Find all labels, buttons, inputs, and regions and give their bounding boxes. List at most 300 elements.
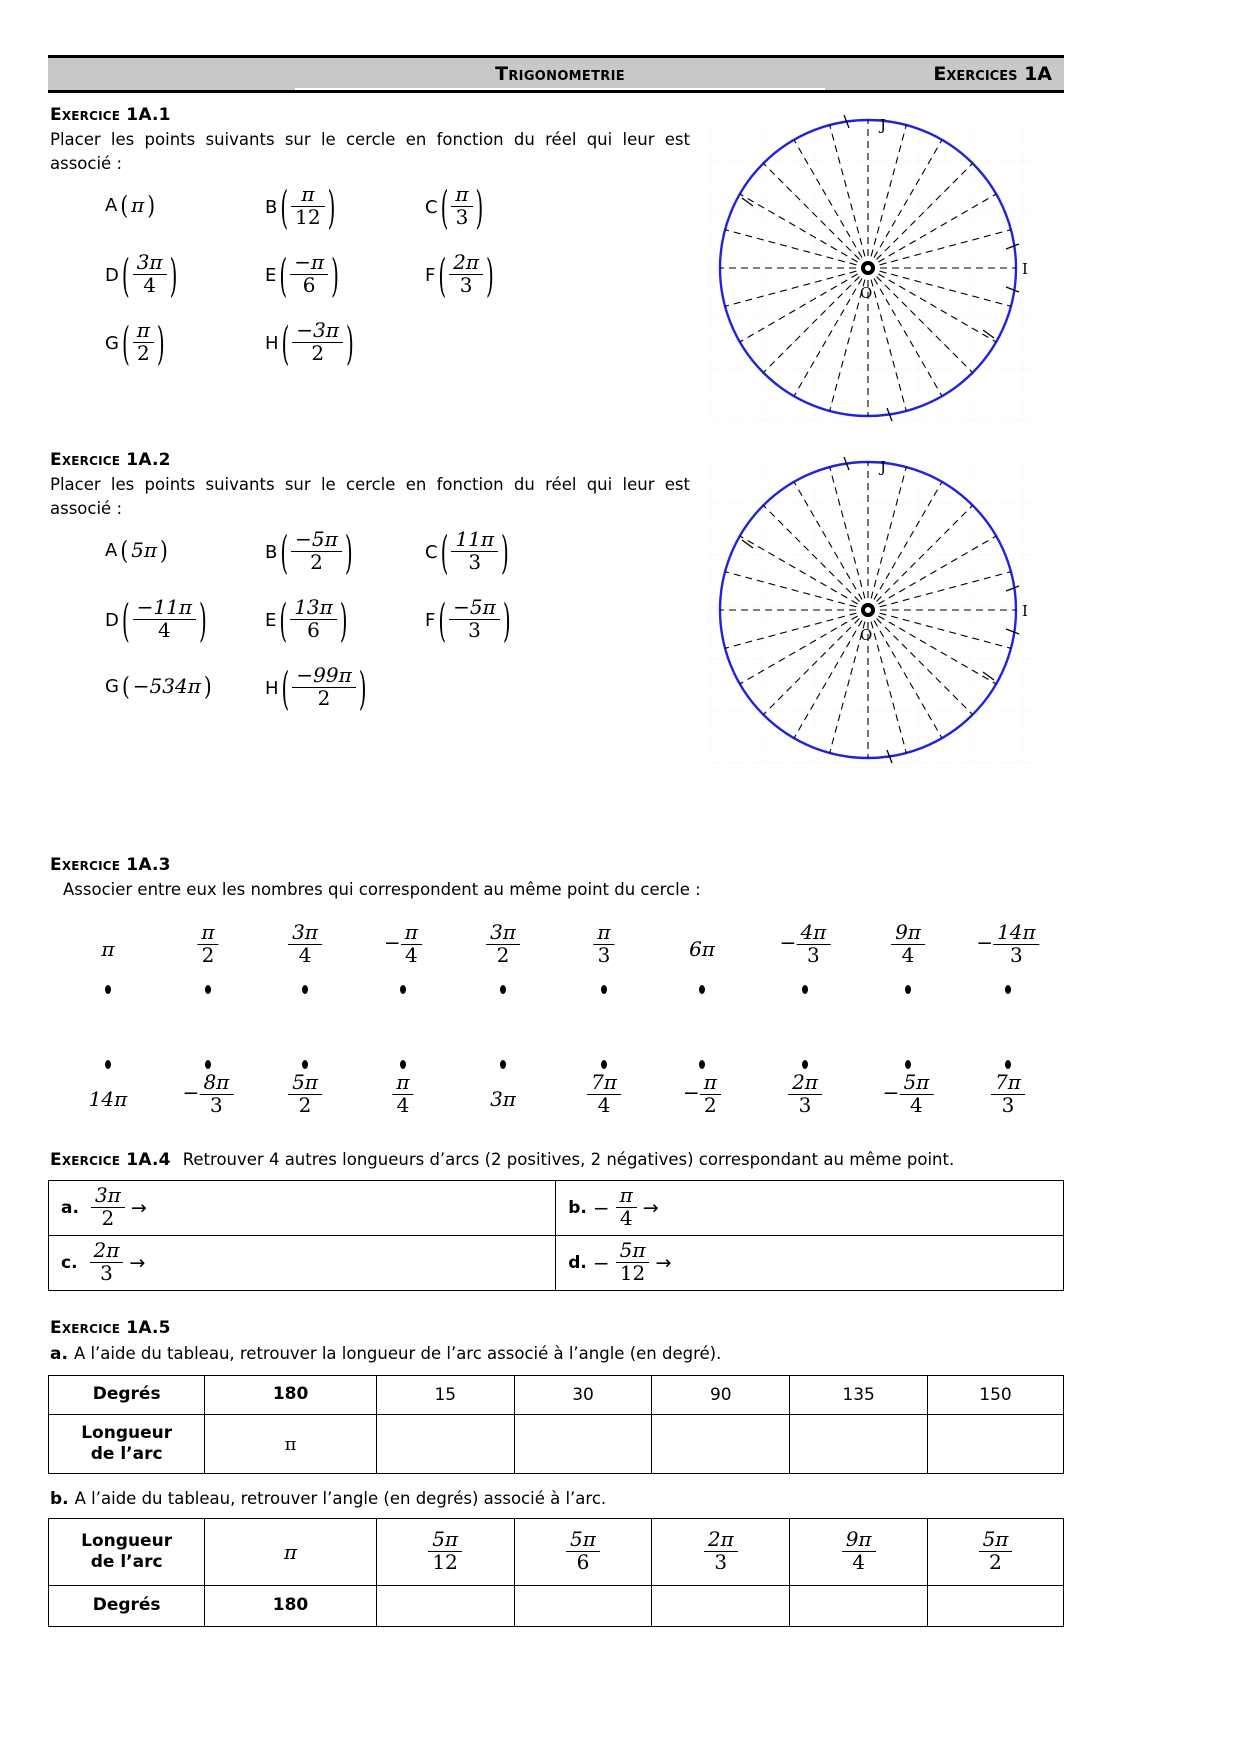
paren-close: ) — [339, 593, 348, 648]
exercise-1a4-table — [48, 1180, 1064, 1291]
denominator: 2 — [310, 549, 323, 574]
degrees-cell-2: 30 — [514, 1376, 652, 1415]
denominator: 4 — [298, 942, 312, 967]
paren-close: ) — [344, 525, 353, 580]
denominator: 2 — [136, 340, 150, 365]
part-b-statement: A l’aide du tableau, retrouver l’angle (en degrés) associé à l’arc. — [74, 1489, 607, 1508]
table-row-degrees — [49, 1376, 1064, 1415]
table-row — [49, 1236, 1064, 1291]
value-text: π — [101, 937, 115, 961]
arc-cell-4[interactable] — [790, 1415, 928, 1474]
header-title: Trigonometrie — [495, 63, 625, 85]
cell-b[interactable] — [556, 1181, 1064, 1236]
match-dot-bottom-6[interactable] — [699, 1060, 705, 1069]
paren-open: ( — [120, 535, 129, 565]
numerator: −5π — [449, 597, 500, 620]
arc-fraction-1 — [428, 1526, 462, 1574]
svg-text:J: J — [880, 458, 887, 476]
item-e — [265, 248, 340, 303]
cell-a[interactable] — [49, 1181, 556, 1236]
paren-open: ( — [280, 525, 289, 580]
denominator: 6 — [576, 1549, 590, 1574]
numerator: π — [401, 922, 422, 945]
paren-open: ( — [281, 661, 290, 716]
item-c-label: C — [425, 196, 438, 218]
exercise-1a1-items — [50, 180, 710, 375]
item-a-label: A — [105, 194, 118, 216]
item-f-fraction — [449, 597, 500, 641]
numerator: π — [616, 1185, 637, 1208]
numerator: π — [700, 1072, 721, 1095]
degrees-cell-3: 90 — [652, 1376, 790, 1415]
numerator: π — [451, 184, 472, 207]
sign: − — [683, 1080, 700, 1105]
arc-cell-2[interactable] — [514, 1415, 652, 1474]
numerator: 2π — [788, 1072, 822, 1095]
match-top-4 — [486, 920, 520, 967]
svg-text:I: I — [1022, 602, 1028, 620]
row-header-degres: Degrés — [49, 1376, 205, 1415]
denominator: 4 — [619, 1205, 633, 1230]
denominator: 6 — [302, 272, 316, 297]
degrees-cell-4: 135 — [790, 1376, 928, 1415]
item-f-label: F — [425, 609, 436, 631]
degrees-cell-3[interactable] — [652, 1586, 790, 1627]
numerator: 5π — [616, 1240, 650, 1263]
match-dot-bottom-7[interactable] — [802, 1060, 808, 1069]
exercise-1a3-title: Exercice 1A.3 — [50, 855, 171, 875]
value-text: 6π — [689, 937, 715, 961]
arc-lengths-table — [48, 1180, 1064, 1291]
arc-cell-0 — [205, 1519, 376, 1586]
denominator: 3 — [798, 1092, 812, 1117]
numerator: −π — [290, 252, 328, 275]
arrow-icon: → — [655, 1252, 672, 1274]
numerator: 14π — [993, 922, 1040, 945]
paren-open: ( — [438, 248, 447, 303]
match-dot-bottom-9[interactable] — [1005, 1060, 1011, 1069]
paren-close: ) — [203, 671, 212, 701]
exercise-1a5 — [50, 1318, 1060, 1366]
denominator: 4 — [852, 1549, 865, 1574]
numerator: π — [133, 320, 154, 343]
item-f-label: F — [425, 264, 436, 286]
numerator: 2π — [704, 1529, 738, 1552]
fraction — [288, 1072, 322, 1116]
item-e — [265, 593, 349, 648]
match-top-3 — [384, 920, 422, 967]
numerator: 5π — [288, 1072, 322, 1095]
cell-c[interactable] — [49, 1236, 556, 1291]
arc-cell-5[interactable] — [928, 1415, 1064, 1474]
numerator: 9π — [842, 1529, 876, 1552]
exercise-1a1 — [50, 105, 710, 176]
denominator: 2 — [496, 942, 510, 967]
match-dot-top-3[interactable] — [400, 985, 406, 994]
svg-text:J: J — [880, 116, 887, 134]
sign: − — [779, 930, 797, 955]
degrees-cell-4[interactable] — [790, 1586, 928, 1627]
numerator: 3π — [133, 252, 167, 275]
paren-open: ( — [121, 671, 130, 701]
cell-b-key: b. — [568, 1198, 587, 1218]
row-header-line1: Longueur — [81, 1422, 173, 1443]
paren-close: ) — [160, 535, 168, 565]
item-d-label: D — [105, 264, 119, 286]
arc-fraction-3 — [704, 1526, 738, 1574]
item-e-label: E — [265, 609, 277, 631]
part-a-key: a. — [50, 1344, 68, 1364]
match-dot-top-6[interactable] — [699, 985, 705, 994]
numerator: −99π — [292, 665, 355, 688]
denominator: 2 — [298, 1092, 312, 1117]
trig-circle-figure-2 — [710, 450, 1040, 770]
denominator: 3 — [210, 1092, 223, 1117]
match-dot-bottom-8[interactable] — [905, 1060, 911, 1069]
header-exercise-label: Exercices 1A — [933, 63, 1052, 85]
item-g-label: G — [105, 675, 119, 697]
match-top-6 — [689, 937, 715, 961]
item-g-label: G — [105, 332, 119, 354]
denominator: 4 — [901, 942, 915, 967]
cell-d[interactable] — [556, 1236, 1064, 1291]
denominator: 3 — [455, 204, 469, 229]
fraction — [587, 1072, 621, 1116]
paren-close: ) — [169, 248, 178, 303]
exercise-1a5-table-a — [48, 1375, 1064, 1474]
denominator: 4 — [396, 1092, 410, 1117]
match-bottom-9 — [991, 1070, 1025, 1117]
denominator: 3 — [468, 549, 482, 574]
paren-open: ( — [121, 593, 130, 648]
item-c-fraction — [451, 529, 498, 573]
match-bottom-8 — [882, 1070, 934, 1117]
svg-text:O: O — [860, 284, 873, 302]
item-b-label: B — [265, 196, 278, 218]
cell-c-fraction — [90, 1237, 124, 1285]
exercise-1a1-statement: Placer les points suivants sur le cercle en fonction du réel qui leur est associé : — [50, 130, 690, 173]
degrees-to-arc-table — [48, 1375, 1064, 1474]
match-dot-bottom-5[interactable] — [601, 1060, 607, 1069]
denominator: 3 — [100, 1260, 113, 1285]
exercise-1a4-statement: Retrouver 4 autres longueurs d’arcs (2 positives, 2 négatives) correspondant au même point. — [182, 1150, 955, 1169]
arrow-icon: → — [130, 1197, 147, 1219]
fraction — [993, 922, 1040, 966]
row-header-line2: de l’arc — [90, 1552, 163, 1572]
svg-text:I: I — [1022, 260, 1028, 278]
item-g-fraction — [133, 320, 154, 364]
arc-cell-4 — [790, 1519, 928, 1586]
table-row-arc — [49, 1415, 1064, 1474]
numerator: π — [291, 184, 324, 207]
match-dot-top-8[interactable] — [905, 985, 911, 994]
item-f — [425, 248, 495, 303]
numerator: 3π — [288, 922, 322, 945]
match-bottom-7 — [788, 1070, 822, 1117]
denominator: 2 — [201, 942, 215, 967]
row-header-line1: Longueur — [81, 1530, 173, 1551]
degrees-cell-2[interactable] — [514, 1586, 652, 1627]
match-dot-top-0[interactable] — [105, 985, 111, 994]
item-e-label: E — [265, 264, 277, 286]
arc-value-0: π — [284, 1433, 297, 1455]
item-a-value: 5π — [131, 538, 158, 562]
match-dot-bottom-2[interactable] — [302, 1060, 308, 1069]
paren-close: ) — [331, 248, 339, 303]
paren-close: ) — [327, 180, 336, 235]
item-h-label: H — [265, 677, 279, 699]
item-b-fraction — [291, 529, 342, 573]
denominator: 12 — [295, 204, 321, 229]
match-top-0 — [101, 937, 114, 961]
arc-fraction-5 — [979, 1526, 1013, 1574]
fraction — [899, 1072, 933, 1116]
paren-close: ) — [475, 180, 484, 235]
cell-b-fraction — [616, 1182, 637, 1230]
numerator: π — [593, 922, 614, 945]
item-a — [105, 190, 156, 220]
trig-circle-figure-1 — [710, 108, 1040, 428]
item-e-fraction — [290, 252, 328, 296]
denominator: 12 — [432, 1549, 458, 1574]
exercise-1a2-statement: Placer les points suivants sur le cercle en fonction du réel qui leur est associé : — [50, 475, 690, 518]
denominator: 6 — [307, 617, 320, 642]
row-header-longueur — [49, 1519, 205, 1586]
sign: − — [384, 930, 401, 955]
paren-open: ( — [281, 316, 290, 371]
paren-open: ( — [438, 593, 447, 648]
exercise-1a2 — [50, 450, 710, 521]
match-dot-top-7[interactable] — [802, 985, 808, 994]
item-h — [265, 316, 355, 371]
item-d-fraction — [133, 252, 167, 296]
degrees-cell-1[interactable] — [376, 1586, 514, 1627]
part-a-statement: A l’aide du tableau, retrouver la longueur de l’arc associé à l’angle (en degré). — [73, 1344, 722, 1363]
item-h-label: H — [265, 332, 279, 354]
match-dot-bottom-3[interactable] — [400, 1060, 406, 1069]
item-a — [105, 535, 169, 565]
arc-cell-1[interactable] — [376, 1415, 514, 1474]
item-g-value: −534π — [132, 674, 201, 698]
trig-circle-svg-1 — [710, 108, 1040, 428]
fraction — [197, 922, 218, 966]
degrees-cell-0: 180 — [205, 1376, 377, 1415]
sign: − — [182, 1080, 200, 1105]
trig-circle-svg-2 — [710, 450, 1040, 770]
match-bottom-1 — [182, 1070, 234, 1117]
table-row-arc — [49, 1519, 1064, 1586]
match-top-1 — [197, 920, 218, 967]
arc-cell-3[interactable] — [652, 1415, 790, 1474]
numerator: 9π — [891, 922, 925, 945]
cell-a-key: a. — [61, 1198, 79, 1218]
match-dot-bottom-4[interactable] — [500, 1060, 506, 1069]
numerator: 5π — [428, 1529, 462, 1552]
arc-cell-1 — [376, 1519, 514, 1586]
value-text: 3π — [490, 1087, 516, 1111]
item-a-label: A — [105, 539, 118, 561]
part-b-key: b. — [50, 1489, 69, 1509]
item-d-fraction — [133, 597, 196, 641]
arc-to-degrees-table — [48, 1518, 1064, 1627]
numerator: 7π — [991, 1072, 1025, 1095]
value-text: 14π — [88, 1087, 128, 1111]
paren-close: ) — [147, 190, 156, 220]
denominator: 2 — [989, 1549, 1002, 1574]
item-d — [105, 593, 208, 648]
degrees-cell-5[interactable] — [928, 1586, 1064, 1627]
denominator: 3 — [807, 942, 820, 967]
table-row-degrees — [49, 1586, 1064, 1627]
numerator: 5π — [979, 1529, 1013, 1552]
numerator: 2π — [449, 252, 483, 275]
denominator: 4 — [158, 617, 171, 642]
table-row — [49, 1181, 1064, 1236]
match-dot-top-2[interactable] — [302, 985, 308, 994]
paren-open: ( — [121, 316, 130, 371]
cell-c-key: c. — [61, 1253, 78, 1273]
match-bottom-6 — [683, 1070, 721, 1117]
fraction — [593, 922, 614, 966]
cell-b-sign: − — [592, 1196, 610, 1220]
item-a-value: π — [131, 193, 145, 217]
item-h-fraction — [292, 320, 343, 364]
item-b-fraction — [291, 184, 324, 228]
numerator: 5π — [899, 1072, 933, 1095]
match-bottom-5 — [587, 1070, 621, 1117]
exercise-1a2-items — [50, 525, 710, 720]
paren-open: ( — [279, 248, 288, 303]
numerator: 7π — [587, 1072, 621, 1095]
paren-open: ( — [121, 248, 130, 303]
numerator: 3π — [91, 1185, 125, 1208]
denominator: 3 — [459, 272, 473, 297]
match-dot-top-4[interactable] — [500, 985, 506, 994]
arrow-icon: → — [129, 1252, 146, 1274]
match-dot-bottom-1[interactable] — [205, 1060, 211, 1069]
match-dot-top-1[interactable] — [205, 985, 211, 994]
fraction — [991, 1072, 1025, 1116]
paren-close: ) — [500, 525, 509, 580]
item-f-fraction — [449, 252, 483, 296]
match-dot-top-9[interactable] — [1005, 985, 1011, 994]
exercise-1a1-title: Exercice 1A.1 — [50, 105, 171, 125]
numerator: −5π — [291, 529, 342, 552]
paren-open: ( — [440, 180, 449, 235]
cell-a-fraction — [91, 1182, 125, 1230]
numerator: 3π — [486, 922, 520, 945]
exercise-1a4 — [50, 1148, 1060, 1172]
exercise-1a2-title: Exercice 1A.2 — [50, 450, 171, 470]
paren-open: ( — [120, 190, 129, 220]
paren-open: ( — [279, 593, 288, 648]
match-dot-top-5[interactable] — [601, 985, 607, 994]
exercise-1a5-title: Exercice 1A.5 — [50, 1318, 171, 1338]
fraction — [700, 1072, 721, 1116]
numerator: 2π — [90, 1240, 124, 1263]
paren-close: ) — [346, 316, 354, 371]
match-top-8 — [891, 920, 925, 967]
cell-d-fraction — [616, 1237, 650, 1285]
match-top-7 — [779, 920, 831, 967]
match-bottom-4 — [490, 1087, 516, 1111]
degrees-cell-1: 15 — [376, 1376, 514, 1415]
item-b-label: B — [265, 541, 278, 563]
item-g — [105, 671, 213, 701]
paren-open: ( — [280, 180, 289, 235]
match-top-2 — [288, 920, 322, 967]
item-h-fraction — [292, 665, 355, 709]
denominator: 3 — [714, 1549, 728, 1574]
fraction — [796, 922, 830, 966]
match-dot-bottom-0[interactable] — [105, 1060, 111, 1069]
page-header — [48, 55, 1064, 93]
arc-cell-0[interactable] — [205, 1415, 377, 1474]
fraction — [401, 922, 422, 966]
match-bottom-3 — [392, 1070, 413, 1117]
fraction — [891, 922, 925, 966]
numerator: −3π — [292, 320, 343, 343]
exercise-1a5-table-b — [48, 1518, 1064, 1627]
paren-open: ( — [440, 525, 449, 580]
arc-cell-2 — [514, 1519, 652, 1586]
sign: − — [882, 1080, 900, 1105]
denominator: 2 — [311, 340, 325, 365]
exercise-1a4-title: Exercice 1A.4 — [50, 1150, 171, 1170]
item-c-label: C — [425, 541, 438, 563]
exercise-1a5-part-b — [50, 1487, 1060, 1511]
denominator: 4 — [597, 1092, 611, 1117]
sign: − — [976, 930, 994, 955]
item-b — [265, 525, 354, 580]
match-bottom-0 — [89, 1087, 128, 1111]
numerator: π — [392, 1072, 413, 1095]
denominator: 4 — [910, 1092, 923, 1117]
match-top-5 — [593, 920, 614, 967]
match-top-9 — [976, 920, 1039, 967]
numerator: π — [197, 922, 218, 945]
exercise-1a3-matching — [0, 915, 1240, 1115]
match-bottom-2 — [288, 1070, 322, 1117]
denominator: 2 — [101, 1205, 115, 1230]
denominator: 4 — [405, 942, 418, 967]
arrow-icon: → — [642, 1197, 659, 1219]
denominator: 3 — [1001, 1092, 1015, 1117]
row-header-line2: de l’arc — [90, 1444, 163, 1464]
item-e-fraction — [290, 597, 337, 641]
item-c — [425, 180, 484, 235]
numerator: 13π — [290, 597, 337, 620]
paren-close: ) — [199, 593, 207, 648]
exercise-1a3 — [50, 855, 1060, 902]
denominator: 3 — [1010, 942, 1023, 967]
denominator: 4 — [143, 272, 156, 297]
numerator: 11π — [451, 529, 498, 552]
item-d — [105, 248, 178, 303]
item-b — [265, 180, 336, 235]
item-c-fraction — [451, 184, 472, 228]
paren-close: ) — [358, 661, 367, 716]
fraction — [199, 1072, 233, 1116]
arc-value-0: π — [283, 1540, 298, 1564]
svg-text:O: O — [860, 626, 873, 644]
degrees-cell-0: 180 — [205, 1586, 376, 1627]
arc-cell-5 — [928, 1519, 1064, 1586]
paren-close: ) — [502, 593, 511, 648]
degrees-cell-5: 150 — [928, 1376, 1064, 1415]
row-header-degres: Degrés — [49, 1586, 205, 1627]
arc-cell-3 — [652, 1519, 790, 1586]
